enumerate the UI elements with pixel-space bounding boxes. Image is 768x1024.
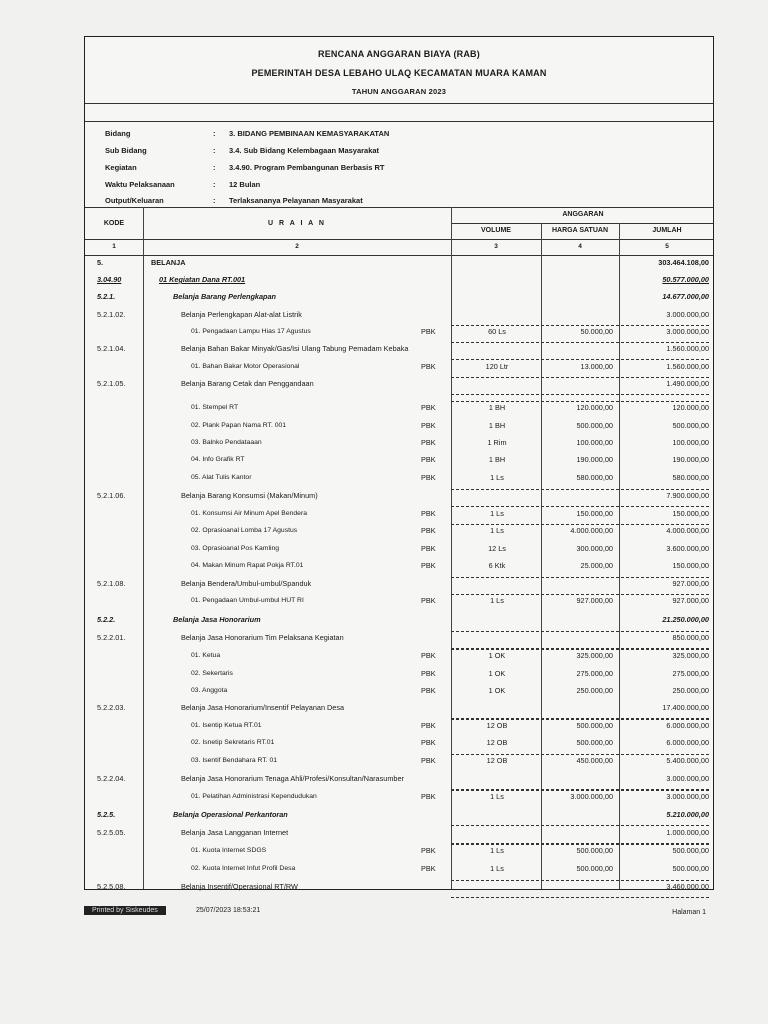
row-amount: 120.000,00 <box>672 403 709 412</box>
row-description: 01. Stempel RT <box>191 404 239 411</box>
doc-title: RENCANA ANGGARAN BIAYA (RAB) <box>318 49 480 59</box>
row-source: PBK <box>421 738 436 747</box>
col-header-uraian: U R A I A N <box>268 220 326 227</box>
row-description: 01. Ketua <box>191 652 221 659</box>
row-volume: 60 Ls <box>488 327 506 336</box>
row-unit-price: 500.000,00 <box>576 738 613 747</box>
row-code: 5.2.1. <box>97 292 116 301</box>
row-separator <box>451 754 709 755</box>
row-unit-price: 3.000.000,00 <box>570 792 613 801</box>
rab-document <box>84 36 714 890</box>
row-description: 01. Konsumsi Air Minum Apel Bendera <box>191 510 307 517</box>
row-unit-price: 50.000,00 <box>580 327 613 336</box>
col-number: 3 <box>494 243 498 250</box>
row-code: 5.2.5.05. <box>97 828 126 837</box>
row-amount: 1.490.000,00 <box>666 379 709 388</box>
row-unit-price: 325.000,00 <box>576 651 613 660</box>
row-description: Belanja Barang Cetak dan Penggandaan <box>181 379 314 388</box>
row-unit-price: 250.000,00 <box>576 686 613 695</box>
row-source: PBK <box>421 792 436 801</box>
row-unit-price: 500.000,00 <box>576 421 613 430</box>
row-source: PBK <box>421 438 436 447</box>
meta-colon: : <box>213 196 216 205</box>
meta-value: 12 Bulan <box>229 180 261 189</box>
row-volume: 1 Ls <box>490 526 504 535</box>
row-source: PBK <box>421 669 436 678</box>
row-amount: 17.400.000,00 <box>662 703 709 712</box>
row-description: BELANJA <box>151 258 186 267</box>
row-source: PBK <box>421 362 436 371</box>
row-description: 01. Pelatihan Administrasi Kependudukan <box>191 793 317 800</box>
printed-by-label: Printed by Siskeudes <box>84 906 166 915</box>
row-unit-price: 25.000,00 <box>580 561 613 570</box>
row-description: 04. Makan Minum Rapat Pokja RT.01 <box>191 562 304 569</box>
row-separator <box>451 631 709 632</box>
row-amount: 927.000,00 <box>672 579 709 588</box>
meta-colon: : <box>213 129 216 138</box>
row-description: 02. Kuota Internet Infut Profil Desa <box>191 865 296 872</box>
row-description: 01. Bahan Bakar Motor Operasional <box>191 363 300 370</box>
row-separator <box>451 359 709 360</box>
row-source: PBK <box>421 596 436 605</box>
row-source: PBK <box>421 421 436 430</box>
row-separator <box>451 790 709 791</box>
row-amount: 100.000,00 <box>672 438 709 447</box>
row-code: 5.2.2.03. <box>97 703 126 712</box>
row-volume: 1 BH <box>488 421 506 430</box>
row-unit-price: 100.000,00 <box>576 438 613 447</box>
row-separator <box>451 594 709 595</box>
row-description: Belanja Barang Konsumsi (Makan/Minum) <box>181 491 318 500</box>
row-amount: 6.000.000,00 <box>666 738 709 747</box>
row-separator <box>451 719 709 720</box>
col-header-harga: HARGA SATUAN <box>552 227 608 234</box>
row-separator <box>451 524 709 525</box>
row-amount: 250.000,00 <box>672 686 709 695</box>
row-amount: 500.000,00 <box>672 421 709 430</box>
row-separator <box>451 897 709 898</box>
row-volume: 1 Ls <box>490 864 504 873</box>
page-number: Halaman 1 <box>672 909 706 916</box>
row-volume: 1 Ls <box>490 509 504 518</box>
row-description: 03. Balnko Pendataaan <box>191 439 262 446</box>
row-description: Belanja Jasa Honorarium <box>173 615 261 624</box>
row-description: 04. Info Grafik RT <box>191 456 245 463</box>
row-code: 5.2.1.06. <box>97 491 126 500</box>
row-amount: 500.000,00 <box>672 864 709 873</box>
meta-colon: : <box>213 180 216 189</box>
doc-subtitle: PEMERINTAH DESA LEBAHO ULAQ KECAMATAN MUARA KAMAN <box>251 68 547 78</box>
page-footer <box>84 906 714 920</box>
row-description: Belanja Operasional Perkantoran <box>173 810 288 819</box>
row-unit-price: 120.000,00 <box>576 403 613 412</box>
row-amount: 325.000,00 <box>672 651 709 660</box>
row-amount: 303.464.108,00 <box>658 258 709 267</box>
row-description: 02. Isnetip Sekretaris RT.01 <box>191 739 275 746</box>
row-code: 3.04.90 <box>97 275 122 284</box>
row-amount: 7.900.000,00 <box>666 491 709 500</box>
row-unit-price: 580.000,00 <box>576 473 613 482</box>
row-amount: 6.000.000,00 <box>666 721 709 730</box>
row-description: 01. Kuota Internet SDGS <box>191 847 267 854</box>
row-volume: 1 Ls <box>490 792 504 801</box>
meta-colon: : <box>213 146 216 155</box>
row-separator <box>451 506 709 507</box>
row-separator <box>451 342 709 343</box>
row-unit-price: 450.000,00 <box>576 756 613 765</box>
row-amount: 4.000.000,00 <box>666 526 709 535</box>
row-description: 01. Pengadaan Umbul-umbul HUT RI <box>191 597 304 604</box>
row-source: PBK <box>421 403 436 412</box>
row-amount: 3.000.000,00 <box>666 792 709 801</box>
row-description: Belanja Perlengkapan Alat-alat Listrik <box>181 310 302 319</box>
row-source: PBK <box>421 561 436 570</box>
row-volume: 12 OB <box>486 721 508 730</box>
divider <box>85 207 713 208</box>
row-description: 03. Anggota <box>191 687 228 694</box>
row-amount: 275.000,00 <box>672 669 709 678</box>
row-code: 5.2.1.04. <box>97 344 126 353</box>
row-code: 5.2.1.02. <box>97 310 126 319</box>
meta-label: Kegiatan <box>105 163 137 172</box>
row-unit-price: 500.000,00 <box>576 721 613 730</box>
col-number: 5 <box>665 243 669 250</box>
row-separator <box>451 577 709 578</box>
row-volume: 1 OK <box>488 669 506 678</box>
row-volume: 1 Ls <box>490 473 504 482</box>
row-description: Belanja Jasa Honorarium Tim Pelaksana Kegiatan <box>181 633 344 642</box>
row-description: Belanja Barang Perlengkapan <box>173 292 277 301</box>
meta-value: 3.4. Sub Bidang Kelembagaan Masyarakat <box>229 146 380 155</box>
row-volume: 1 Ls <box>490 596 504 605</box>
row-code: 5.2.1.08. <box>97 579 126 588</box>
row-amount: 927.000,00 <box>672 596 709 605</box>
row-amount: 5.400.000,00 <box>666 756 709 765</box>
row-code: 5. <box>97 258 104 267</box>
row-source: PBK <box>421 846 436 855</box>
row-source: PBK <box>421 651 436 660</box>
row-separator <box>451 489 709 490</box>
row-unit-price: 500.000,00 <box>576 864 613 873</box>
row-source: PBK <box>421 721 436 730</box>
row-code: 5.2.2. <box>97 615 116 624</box>
col-number: 2 <box>295 243 299 250</box>
row-separator <box>451 401 709 402</box>
row-description: Belanja Jasa Honorarium Tenaga Ahli/Profesi/Konsultan/Narasumber <box>181 774 404 783</box>
row-volume: 120 Ltr <box>485 362 509 371</box>
row-volume: 6 Ktk <box>488 561 506 570</box>
row-unit-price: 927.000,00 <box>576 596 613 605</box>
meta-value: 3.4.90. Program Pembangunan Berbasis RT <box>229 163 385 172</box>
row-code: 5.2.1.05. <box>97 379 126 388</box>
row-unit-price: 150.000,00 <box>576 509 613 518</box>
doc-year: TAHUN ANGGARAN 2023 <box>351 87 447 96</box>
row-volume: 1 BH <box>488 455 506 464</box>
row-volume: 1 BH <box>488 403 506 412</box>
meta-label: Sub Bidang <box>105 146 147 155</box>
col-number: 4 <box>578 243 582 250</box>
row-source: PBK <box>421 686 436 695</box>
meta-value: 3. BIDANG PEMBINAAN KEMASYARAKATAN <box>229 129 390 138</box>
row-source: PBK <box>421 544 436 553</box>
col-header-anggaran: ANGGARAN <box>562 211 604 218</box>
col-divider <box>143 207 144 889</box>
row-amount: 14.677.000,00 <box>662 292 709 301</box>
row-amount: 50.577.000,00 <box>662 275 709 284</box>
print-date: 25/07/2023 18:53:21 <box>196 907 261 914</box>
row-separator <box>451 844 709 845</box>
divider <box>85 103 713 104</box>
row-amount: 1.560.000,00 <box>666 362 709 371</box>
row-description: 02. Plank Papan Nama RT. 001 <box>191 422 287 429</box>
meta-label: Waktu Pelaksanaan <box>105 180 175 189</box>
row-amount: 1.000.000,00 <box>666 828 709 837</box>
row-separator <box>451 377 709 378</box>
col-header-volume: VOLUME <box>481 227 511 234</box>
row-description: 02. Sekertaris <box>191 670 233 677</box>
row-source: PBK <box>421 473 436 482</box>
row-amount: 3.000.000,00 <box>666 327 709 336</box>
row-amount: 5.210.000,00 <box>666 810 709 819</box>
row-description: Belanja Bendera/Umbul-umbul/Spanduk <box>181 579 312 588</box>
row-description: 01. Isentip Ketua RT.01 <box>191 722 262 729</box>
row-amount: 190.000,00 <box>672 455 709 464</box>
row-unit-price: 275.000,00 <box>576 669 613 678</box>
row-unit-price: 190.000,00 <box>576 455 613 464</box>
row-description: Belanja Insentif/Operasional RT/RW <box>181 882 298 891</box>
row-amount: 3.000.000,00 <box>666 310 709 319</box>
row-amount: 21.250.000,00 <box>662 615 709 624</box>
row-amount: 500.000,00 <box>672 846 709 855</box>
row-source: PBK <box>421 509 436 518</box>
meta-value: Terlaksananya Pelayanan Masyarakat <box>229 196 363 205</box>
row-volume: 12 Ls <box>488 544 506 553</box>
divider <box>451 223 713 224</box>
row-description: Belanja Bahan Bakar Minyak/Gas/Isi Ulang Tabung Pemadam Kebaka <box>181 344 409 353</box>
row-source: PBK <box>421 455 436 464</box>
row-code: 5.2.2.01. <box>97 633 126 642</box>
meta-label: Output/Keluaran <box>105 196 164 205</box>
row-unit-price: 500.000,00 <box>576 846 613 855</box>
row-amount: 3.600.000,00 <box>666 544 709 553</box>
row-source: PBK <box>421 864 436 873</box>
row-code: 5.2.5. <box>97 810 116 819</box>
row-source: PBK <box>421 756 436 765</box>
row-amount: 850.000,00 <box>672 633 709 642</box>
row-description: 02. Oprasioanal Lomba 17 Agustus <box>191 527 298 534</box>
row-description: 05. Alat Tulis Kantor <box>191 474 252 481</box>
row-volume: 1 Ls <box>490 846 504 855</box>
row-volume: 1 OK <box>488 686 506 695</box>
row-description: 01 Kegiatan Dana RT.001 <box>159 275 246 284</box>
row-amount: 1.560.000,00 <box>666 344 709 353</box>
row-amount: 580.000,00 <box>672 473 709 482</box>
meta-colon: : <box>213 163 216 172</box>
row-unit-price: 300.000,00 <box>576 544 613 553</box>
row-description: Belanja Jasa Langganan Internet <box>181 828 289 837</box>
row-amount: 3.460.000,00 <box>666 882 709 891</box>
row-separator <box>451 649 709 650</box>
row-source: PBK <box>421 327 436 336</box>
divider <box>85 121 713 122</box>
row-amount: 3.000.000,00 <box>666 774 709 783</box>
row-volume: 1 OK <box>488 651 506 660</box>
row-amount: 150.000,00 <box>672 561 709 570</box>
row-source: PBK <box>421 526 436 535</box>
col-number: 1 <box>112 243 116 250</box>
row-unit-price: 13.000,00 <box>580 362 613 371</box>
row-separator <box>451 825 709 826</box>
row-separator <box>451 880 709 881</box>
row-unit-price: 4.000.000,00 <box>570 526 613 535</box>
col-divider <box>451 207 452 889</box>
row-description: 03. Isentif Bendahara RT. 01 <box>191 757 278 764</box>
row-volume: 12 OB <box>486 738 508 747</box>
row-volume: 1 Rim <box>487 438 507 447</box>
row-separator <box>451 325 709 326</box>
meta-label: Bidang <box>105 129 131 138</box>
row-code: 5.2.5.08. <box>97 882 126 891</box>
row-volume: 12 OB <box>486 756 508 765</box>
row-code: 5.2.2.04. <box>97 774 126 783</box>
col-header-kode: KODE <box>103 220 125 227</box>
row-amount: 150.000,00 <box>672 509 709 518</box>
row-description: 01. Pengadaan Lampu Hias 17 Agustus <box>191 328 311 335</box>
row-separator <box>451 394 709 395</box>
row-description: 03. Oprasioanal Pos Kamling <box>191 545 280 552</box>
row-description: Belanja Jasa Honorarium/Insentif Pelayanan Desa <box>181 703 345 712</box>
col-header-jumlah: JUMLAH <box>652 227 682 234</box>
